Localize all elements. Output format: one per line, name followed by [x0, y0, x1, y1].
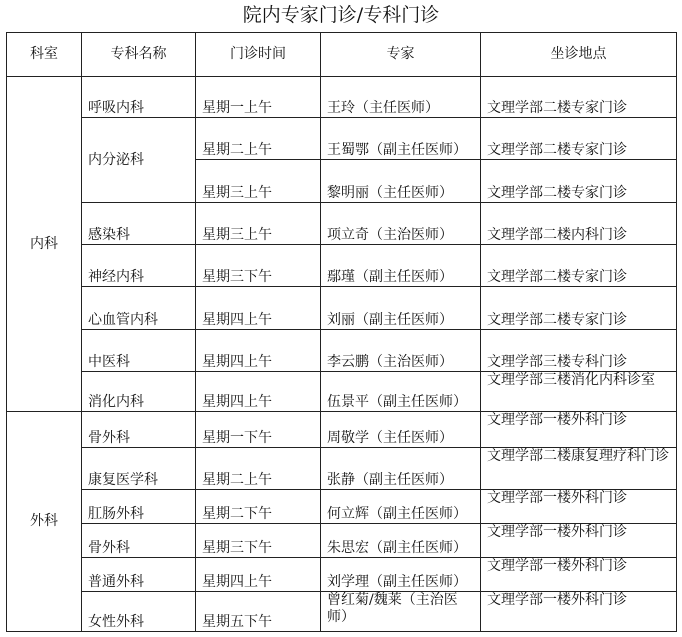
location-cell: 文理学部二楼专家门诊 [481, 287, 677, 330]
expert-cell: 何立辉（副主任医师） [321, 490, 481, 524]
header-expert: 专家 [321, 33, 481, 77]
table-row [7, 372, 677, 412]
location-cell: 文理学部三楼专科门诊 [481, 330, 677, 372]
expert-cell: 周敬学（主任医师） [321, 412, 481, 448]
time-cell: 星期二上午 [196, 118, 321, 160]
department-surgery: 外科 [7, 412, 82, 632]
specialty-cell: 肛肠外科 [82, 490, 196, 524]
location-cell: 文理学部一楼外科门诊 [481, 592, 677, 632]
specialty-cell: 神经内科 [82, 245, 196, 287]
page-title: 院内专家门诊/专科门诊 [242, 4, 440, 26]
location-cell: 文理学部二楼内科门诊 [481, 203, 677, 245]
table-row [7, 592, 677, 632]
expert-cell: 王蜀鄂（副主任医师） [321, 118, 481, 160]
table-row [7, 203, 677, 245]
time-cell: 星期一下午 [196, 412, 321, 448]
specialty-cell: 康复医学科 [82, 448, 196, 490]
table-row [7, 245, 677, 287]
expert-cell: 鄢瑾（副主任医师） [321, 245, 481, 287]
time-cell: 星期四上午 [196, 558, 321, 592]
header-row [7, 33, 677, 77]
expert-cell: 项立奇（主治医师） [321, 203, 481, 245]
time-cell: 星期四上午 [196, 372, 321, 412]
specialty-cell: 呼吸内科 [82, 77, 196, 118]
table-row [7, 287, 677, 330]
clinic-schedule-table [6, 32, 677, 632]
specialty-cell: 中医科 [82, 330, 196, 372]
location-cell: 文理学部二楼康复理疗科门诊 [481, 448, 677, 490]
location-cell: 文理学部一楼外科门诊 [481, 558, 677, 592]
expert-cell: 张静（副主任医师） [321, 448, 481, 490]
expert-cell: 李云鹏（主治医师） [321, 330, 481, 372]
time-cell: 星期一上午 [196, 77, 321, 118]
location-cell: 文理学部一楼外科门诊 [481, 524, 677, 558]
header-location: 坐诊地点 [481, 33, 677, 77]
header-time: 门诊时间 [196, 33, 321, 77]
location-cell: 文理学部三楼消化内科诊室 [481, 372, 677, 412]
time-cell: 星期三上午 [196, 203, 321, 245]
location-cell: 文理学部二楼专家门诊 [481, 160, 677, 203]
specialty-cell: 骨外科 [82, 524, 196, 558]
specialty-cell: 女性外科 [82, 592, 196, 632]
time-cell: 星期三下午 [196, 245, 321, 287]
table-row [7, 558, 677, 592]
time-cell: 星期三下午 [196, 524, 321, 558]
table-row [7, 490, 677, 524]
expert-cell: 王玲（主任医师） [321, 77, 481, 118]
department-internal: 内科 [7, 77, 82, 412]
table-row [7, 524, 677, 558]
table-row [7, 77, 677, 118]
time-cell: 星期四上午 [196, 330, 321, 372]
table-row [7, 118, 677, 160]
specialty-cell: 消化内科 [82, 372, 196, 412]
time-cell: 星期五下午 [196, 592, 321, 632]
header-specialty: 专科名称 [82, 33, 196, 77]
expert-cell: 刘学理（副主任医师） [321, 558, 481, 592]
time-cell: 星期二下午 [196, 490, 321, 524]
specialty-cell: 普通外科 [82, 558, 196, 592]
location-cell: 文理学部一楼外科门诊 [481, 412, 677, 448]
expert-cell: 曾红菊/魏莱（主治医师） [321, 592, 481, 632]
location-cell: 文理学部二楼专家门诊 [481, 245, 677, 287]
time-cell: 星期四上午 [196, 287, 321, 330]
expert-cell: 刘丽（副主任医师） [321, 287, 481, 330]
location-cell: 文理学部二楼专家门诊 [481, 118, 677, 160]
table-row [7, 412, 677, 448]
expert-cell: 朱思宏（副主任医师） [321, 524, 481, 558]
location-cell: 文理学部一楼外科门诊 [481, 490, 677, 524]
header-department: 科室 [7, 33, 82, 77]
expert-cell: 伍景平（副主任医师） [321, 372, 481, 412]
time-cell: 星期三上午 [196, 160, 321, 203]
specialty-cell: 心血管内科 [82, 287, 196, 330]
table-row [7, 448, 677, 490]
specialty-cell: 骨外科 [82, 412, 196, 448]
time-cell: 星期二上午 [196, 448, 321, 490]
location-cell: 文理学部二楼专家门诊 [481, 77, 677, 118]
expert-cell: 黎明丽（主任医师） [321, 160, 481, 203]
specialty-cell: 内分泌科 [82, 118, 196, 203]
specialty-cell: 感染科 [82, 203, 196, 245]
table-row [7, 330, 677, 372]
